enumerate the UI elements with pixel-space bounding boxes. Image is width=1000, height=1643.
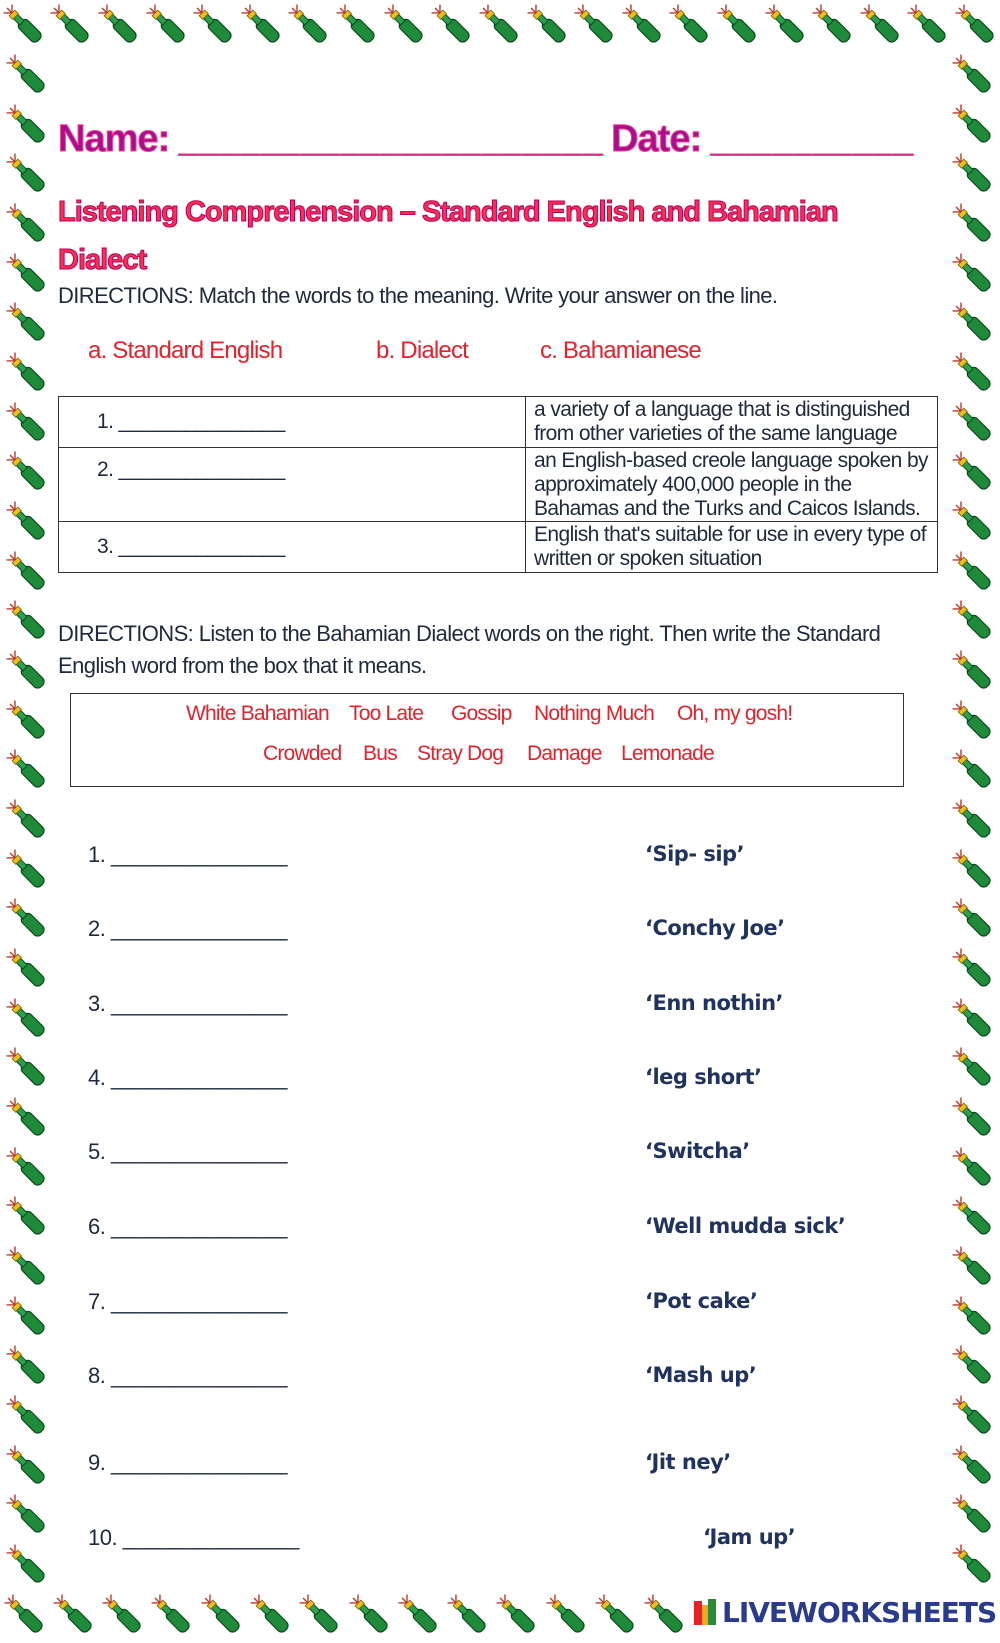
dialect-word: ‘Sip- sip’	[645, 842, 745, 866]
matching-table	[58, 396, 938, 573]
answer-blank[interactable]: 1. _______________	[88, 842, 287, 867]
definition: an English-based creole language spoken by approximately 400,000 people in the Bahamas and the Turks and Caicos Islands.	[526, 448, 938, 522]
dialect-word: ‘leg short’	[645, 1065, 762, 1089]
directions-listen: DIRECTIONS: Listen to the Bahamian Dialect words on the right. Then write the Standard English word from the box that it means.	[58, 621, 881, 678]
answer-blank[interactable]: 1. _______________	[59, 397, 526, 448]
dialect-word: ‘Enn nothin’	[645, 991, 784, 1015]
dialect-word: ‘Mash up’	[645, 1363, 757, 1387]
option-a: a. Standard English	[88, 337, 283, 364]
date-field[interactable]: Date: __________	[611, 118, 913, 160]
table-row	[59, 448, 938, 522]
dialect-word: ‘Pot cake’	[645, 1289, 758, 1313]
word-bank-item: Crowded	[263, 742, 342, 765]
word-bank-item: Stray Dog	[417, 742, 504, 765]
answer-blank[interactable]: 3. _______________	[59, 522, 526, 573]
answer-blank[interactable]: 9. _______________	[88, 1450, 287, 1475]
definition: English that's suitable for use in every type of written or spoken situation	[526, 522, 938, 573]
liveworksheets-icon	[692, 1597, 718, 1629]
word-bank-item: Damage	[527, 742, 602, 765]
dialect-word: ‘Jam up’	[703, 1525, 796, 1549]
dialect-word: ‘Well mudda sick’	[645, 1214, 846, 1238]
table-row	[59, 522, 938, 573]
answer-blank[interactable]: 5. _______________	[88, 1139, 287, 1164]
name-date-line	[58, 118, 912, 161]
word-bank-item: White Bahamian	[186, 702, 329, 725]
answer-blank[interactable]: 8. _______________	[88, 1363, 287, 1388]
worksheet-title: Listening Comprehension – Standard English and Bahamian Dialect	[58, 196, 838, 276]
answer-blank[interactable]: 4. _______________	[88, 1065, 287, 1090]
dialect-word: ‘Jit ney’	[645, 1450, 731, 1474]
answer-blank[interactable]: 6. _______________	[88, 1214, 287, 1239]
directions-match: DIRECTIONS: Match the words to the meaning. Write your answer on the line.	[58, 283, 778, 308]
option-c: c. Bahamianese	[540, 337, 701, 364]
word-bank-item: Oh, my gosh!	[677, 702, 793, 725]
answer-blank[interactable]: 3. _______________	[88, 991, 287, 1016]
dialect-word: ‘Conchy Joe’	[645, 916, 785, 940]
word-bank	[70, 693, 904, 787]
word-bank-item: Lemonade	[621, 742, 714, 765]
word-bank-item: Gossip	[451, 702, 512, 725]
answer-blank[interactable]: 2. _______________	[59, 448, 526, 522]
liveworksheets-logo[interactable]	[692, 1596, 996, 1629]
definition: a variety of a language that is distinguished from other varieties of the same language	[526, 397, 938, 448]
answer-blank[interactable]: 10. _______________	[88, 1525, 299, 1550]
answer-blank[interactable]: 7. _______________	[88, 1289, 287, 1314]
dialect-word: ‘Switcha’	[645, 1139, 750, 1163]
option-b: b. Dialect	[376, 337, 469, 364]
logo-text: LIVEWORKSHEETS	[722, 1596, 997, 1629]
word-bank-item: Nothing Much	[534, 702, 654, 725]
answer-blank[interactable]: 2. _______________	[88, 916, 287, 941]
table-row	[59, 397, 938, 448]
word-bank-item: Bus	[363, 742, 397, 765]
word-bank-item: Too Late	[349, 702, 424, 725]
name-field[interactable]: Name: _____________________	[58, 118, 602, 160]
